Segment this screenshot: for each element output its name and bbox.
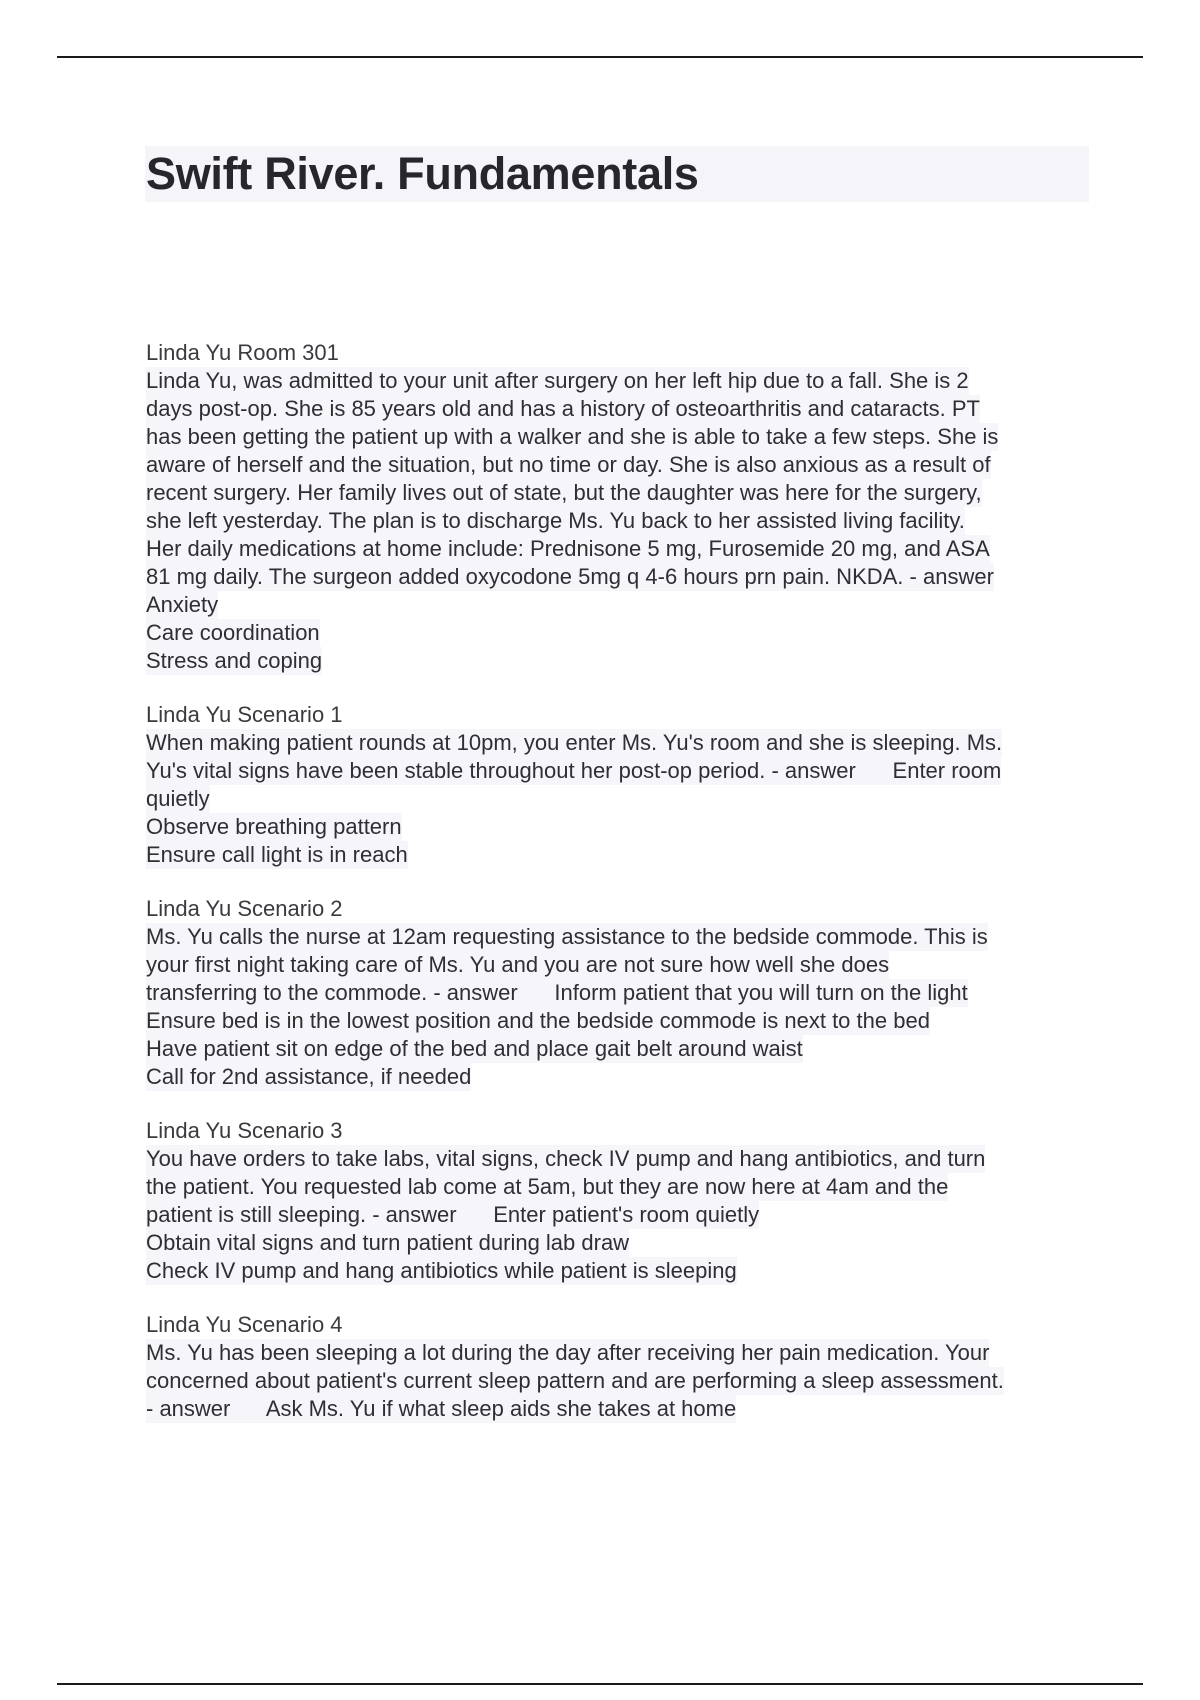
text-line-content: concerned about patient's current sleep pattern and are performing a sleep assessment. bbox=[146, 1368, 1004, 1393]
text-line-content: 81 mg daily. The surgeon added oxycodone 5mg q 4-6 hours prn pain. NKDA. - answer bbox=[146, 564, 994, 589]
text-line bbox=[146, 757, 1096, 785]
bottom-rule bbox=[57, 1683, 1143, 1685]
text-line-content: patient is still sleeping. - answer Enter patient's room quietly bbox=[146, 1202, 760, 1227]
text-line-content: Ensure call light is in reach bbox=[146, 842, 408, 867]
text-line bbox=[146, 395, 1096, 423]
text-line-content: When making patient rounds at 10pm, you enter Ms. Yu's room and she is sleeping. Ms. bbox=[146, 730, 1003, 755]
text-line bbox=[146, 1339, 1096, 1367]
text-line-content: Linda Yu, was admitted to your unit after surgery on her left hip due to a fall. She is 2 bbox=[146, 368, 969, 393]
text-line-content: quietly bbox=[146, 786, 210, 811]
text-line-content: Yu's vital signs have been stable throughout her post-op period. - answer Enter room bbox=[146, 758, 1002, 783]
text-line-content: Have patient sit on edge of the bed and place gait belt around waist bbox=[146, 1036, 803, 1061]
text-line bbox=[146, 1145, 1096, 1173]
text-line bbox=[146, 841, 1096, 869]
text-line-content: Ms. Yu has been sleeping a lot during the day after receiving her pain medication. Your bbox=[146, 1340, 990, 1365]
text-line-content: has been getting the patient up with a walker and she is able to take a few steps. She is bbox=[146, 424, 999, 449]
text-line-content: your first night taking care of Ms. Yu and you are not sure how well she does bbox=[146, 952, 890, 977]
text-line-content: the patient. You requested lab come at 5am, but they are now here at 4am and the bbox=[146, 1174, 949, 1199]
text-line bbox=[146, 785, 1096, 813]
text-line bbox=[146, 1173, 1096, 1201]
text-line bbox=[146, 535, 1096, 563]
text-line bbox=[146, 1201, 1096, 1229]
section-scenario-1 bbox=[146, 701, 1096, 869]
text-line bbox=[146, 1229, 1096, 1257]
text-line-content: Ms. Yu calls the nurse at 12am requesting assistance to the bedside commode. This is bbox=[146, 924, 988, 949]
text-line bbox=[146, 951, 1096, 979]
page-title: Swift River. Fundamentals bbox=[146, 148, 699, 199]
section-text bbox=[146, 1145, 1096, 1285]
section-heading: Linda Yu Room 301 bbox=[146, 340, 339, 365]
text-line-content: Obtain vital signs and turn patient during lab draw bbox=[146, 1230, 630, 1255]
text-line-content: Call for 2nd assistance, if needed bbox=[146, 1064, 472, 1089]
text-line-content: aware of herself and the situation, but no time or day. She is also anxious as a result of bbox=[146, 452, 991, 477]
section-text bbox=[146, 367, 1096, 675]
text-line bbox=[146, 979, 1096, 1007]
text-line bbox=[146, 1257, 1096, 1285]
text-line-content: days post-op. She is 85 years old and has a history of osteoarthritis and cataracts. PT bbox=[146, 396, 980, 421]
text-line bbox=[146, 813, 1096, 841]
text-line-content: Her daily medications at home include: Prednisone 5 mg, Furosemide 20 mg, and ASA bbox=[146, 536, 990, 561]
section-text bbox=[146, 923, 1096, 1091]
text-line bbox=[146, 1395, 1096, 1423]
section-scenario-2 bbox=[146, 895, 1096, 1091]
text-line bbox=[146, 591, 1096, 619]
text-line-content: Check IV pump and hang antibiotics while patient is sleeping bbox=[146, 1258, 737, 1283]
text-line bbox=[146, 367, 1096, 395]
text-line bbox=[146, 1035, 1096, 1063]
top-rule bbox=[57, 56, 1143, 58]
text-line bbox=[146, 647, 1096, 675]
text-line bbox=[146, 729, 1096, 757]
text-line bbox=[146, 923, 1096, 951]
text-line-content: Care coordination bbox=[146, 620, 320, 645]
section-scenario-4 bbox=[146, 1311, 1096, 1423]
text-line-content: transferring to the commode. - answer Inform patient that you will turn on the light bbox=[146, 980, 968, 1005]
section-heading: Linda Yu Scenario 2 bbox=[146, 896, 343, 921]
text-line-content: she left yesterday. The plan is to discharge Ms. Yu back to her assisted living facility. bbox=[146, 508, 965, 533]
text-line bbox=[146, 1063, 1096, 1091]
text-line bbox=[146, 507, 1096, 535]
text-line-content: Observe breathing pattern bbox=[146, 814, 402, 839]
section-heading: Linda Yu Scenario 3 bbox=[146, 1118, 343, 1143]
text-line-content: Anxiety bbox=[146, 592, 219, 617]
section-heading: Linda Yu Scenario 4 bbox=[146, 1312, 343, 1337]
text-line bbox=[146, 563, 1096, 591]
text-line-content: - answer Ask Ms. Yu if what sleep aids she takes at home bbox=[146, 1396, 737, 1421]
section-room-301 bbox=[146, 339, 1096, 675]
document-body bbox=[146, 339, 1096, 1449]
section-text bbox=[146, 1339, 1096, 1423]
section-heading: Linda Yu Scenario 1 bbox=[146, 702, 343, 727]
text-line-content: Ensure bed is in the lowest position and the bedside commode is next to the bed bbox=[146, 1008, 930, 1033]
text-line bbox=[146, 1367, 1096, 1395]
text-line bbox=[146, 451, 1096, 479]
text-line bbox=[146, 423, 1096, 451]
text-line bbox=[146, 1007, 1096, 1035]
text-line bbox=[146, 479, 1096, 507]
section-text bbox=[146, 729, 1096, 869]
section-scenario-3 bbox=[146, 1117, 1096, 1285]
text-line-content: You have orders to take labs, vital signs, check IV pump and hang antibiotics, and turn bbox=[146, 1146, 986, 1171]
text-line-content: recent surgery. Her family lives out of state, but the daughter was here for the surgery, bbox=[146, 480, 982, 505]
text-line bbox=[146, 619, 1096, 647]
text-line-content: Stress and coping bbox=[146, 648, 323, 673]
